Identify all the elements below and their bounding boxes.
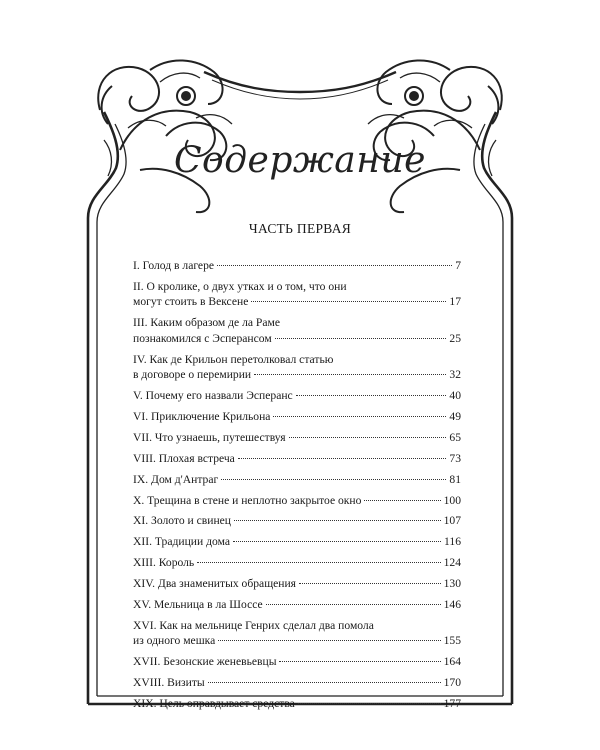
- toc-entry[interactable]: [133, 279, 461, 310]
- dot-leader: [217, 265, 452, 266]
- dot-leader: [197, 562, 440, 563]
- toc-entry-line: [133, 654, 461, 670]
- toc-entry-line: [133, 513, 461, 529]
- toc-entry[interactable]: [133, 555, 461, 571]
- toc-entry-line: [133, 315, 461, 331]
- toc-entry[interactable]: [133, 472, 461, 488]
- toc-entry-line: [133, 696, 461, 712]
- toc-entry-line: [133, 675, 461, 691]
- page-number: 7: [455, 259, 461, 272]
- toc-entry-line: [133, 352, 461, 368]
- dot-leader: [273, 416, 446, 417]
- toc-entry-title: III. Каким образом де ла Раме: [133, 316, 280, 330]
- toc-entry-line: [133, 258, 461, 274]
- toc-entry-title: XIX. Цель оправдывает средства: [133, 697, 295, 711]
- dot-leader: [234, 520, 441, 521]
- toc-entry-title: II. О кролике, о двух утках и о том, что они: [133, 279, 347, 293]
- toc-entry[interactable]: [133, 696, 461, 712]
- frame-top-arch: [204, 72, 396, 92]
- toc-entry-line: [133, 633, 461, 649]
- toc-entry-line: [133, 279, 461, 295]
- toc-entry-line: [133, 472, 461, 488]
- page-number: 17: [449, 295, 461, 309]
- toc-entry[interactable]: [133, 493, 461, 509]
- toc-entry-line: [133, 409, 461, 425]
- toc-entry[interactable]: [133, 597, 461, 613]
- toc-entry-title: VII. Что узнаешь, путешествуя: [133, 430, 286, 444]
- toc-entry-title: в договоре о перемирии: [133, 368, 252, 382]
- dot-leader: [298, 703, 441, 704]
- left-corner-ornament: [98, 60, 232, 212]
- page-number: 100: [443, 493, 461, 507]
- page-title: Содержание: [174, 140, 426, 181]
- page-number: 32: [449, 368, 461, 382]
- toc-entry-title: XII. Традиции дома: [133, 535, 230, 549]
- toc-entry[interactable]: [133, 654, 461, 670]
- toc-entry-line: [133, 597, 461, 613]
- dot-leader: [238, 458, 447, 459]
- toc-entry-line: [133, 331, 461, 347]
- page-number: 107: [443, 514, 461, 528]
- toc-entry[interactable]: [133, 409, 461, 425]
- toc-entry-title: XV. Мельница в ла Шоссе: [133, 597, 263, 611]
- toc-entry[interactable]: [133, 430, 461, 446]
- page-number: 170: [443, 676, 461, 690]
- page-number: 65: [449, 430, 461, 444]
- toc-entry-line: [133, 555, 461, 571]
- toc-entry-line: [133, 618, 461, 634]
- toc-entry[interactable]: [133, 534, 461, 550]
- page-number: 130: [443, 577, 461, 591]
- toc-entry-title: IX. Дом д'Антраг: [133, 472, 219, 486]
- frame-top-arch-inner: [212, 80, 388, 99]
- toc-entry-title: XVIII. Визиты: [133, 676, 205, 690]
- toc-entry-title: V. Почему его назвали Эсперанс: [133, 389, 293, 403]
- page-number: 124: [443, 556, 461, 570]
- dot-leader: [218, 640, 440, 641]
- dot-leader: [275, 338, 447, 339]
- dot-leader: [208, 682, 441, 683]
- toc-entry-title: могут стоить в Вексене: [133, 295, 249, 309]
- dot-leader: [289, 437, 447, 438]
- dot-leader: [233, 541, 441, 542]
- toc-entry-line: [133, 294, 461, 310]
- toc-entry[interactable]: [133, 513, 461, 529]
- toc-entry-title: IV. Как де Крильон перетолковал статью: [133, 352, 334, 366]
- toc-entry-title: XIV. Два знаменитых обращения: [133, 577, 297, 591]
- page-number: 25: [449, 331, 461, 345]
- page-number: 116: [444, 535, 461, 549]
- dot-leader: [221, 479, 446, 480]
- toc-entry[interactable]: [133, 451, 461, 467]
- toc-entry-title: познакомился с Эсперансом: [133, 331, 272, 345]
- toc-entry-line: [133, 576, 461, 592]
- toc-entry[interactable]: [133, 315, 461, 346]
- toc-entry[interactable]: [133, 258, 461, 274]
- dot-leader: [296, 395, 447, 396]
- toc-entry-line: [133, 534, 461, 550]
- page-number: 49: [449, 409, 461, 423]
- toc-entry[interactable]: [133, 388, 461, 404]
- toc-entry-title: VI. Приключение Крильона: [133, 409, 271, 423]
- right-corner-ornament: [368, 60, 502, 212]
- toc-entry-line: [133, 451, 461, 467]
- toc-entry-line: [133, 493, 461, 509]
- toc-entry-title: из одного мешка: [133, 634, 216, 648]
- toc-entry-title: XIII. Король: [133, 556, 195, 570]
- toc-entry[interactable]: [133, 576, 461, 592]
- part-title: ЧАСТЬ ПЕРВАЯ: [248, 221, 352, 236]
- toc-entry[interactable]: [133, 675, 461, 691]
- toc-entry-title: I. Голод в лагере: [133, 259, 215, 272]
- toc-entry[interactable]: [133, 352, 461, 383]
- dot-leader: [364, 500, 440, 501]
- toc-entry-line: [133, 430, 461, 446]
- page-number: 164: [443, 655, 461, 669]
- toc-entry-line: [133, 388, 461, 404]
- page-number: 146: [443, 597, 461, 611]
- dot-leader: [266, 604, 441, 605]
- toc-entry-title: X. Трещина в стене и неплотно закрытое окно: [133, 493, 362, 507]
- page-number: 40: [449, 389, 461, 403]
- page-number: 73: [449, 451, 461, 465]
- toc-entry-title: VIII. Плохая встреча: [133, 451, 235, 465]
- toc-entry[interactable]: [133, 618, 461, 649]
- dot-leader: [251, 301, 446, 302]
- toc-entry-line: [133, 367, 461, 383]
- dot-leader: [279, 661, 440, 662]
- table-of-contents: [133, 258, 461, 717]
- page-number: 155: [443, 634, 461, 648]
- dot-leader: [254, 374, 446, 375]
- page-number: 81: [449, 472, 461, 486]
- page-number: 177: [443, 697, 461, 711]
- dot-leader: [299, 583, 441, 584]
- toc-entry-title: XVII. Безонские женевьевцы: [133, 655, 277, 669]
- toc-entry-title: XI. Золото и свинец: [133, 514, 232, 528]
- toc-entry-title: XVI. Как на мельнице Генрих сделал два помола: [133, 618, 374, 632]
